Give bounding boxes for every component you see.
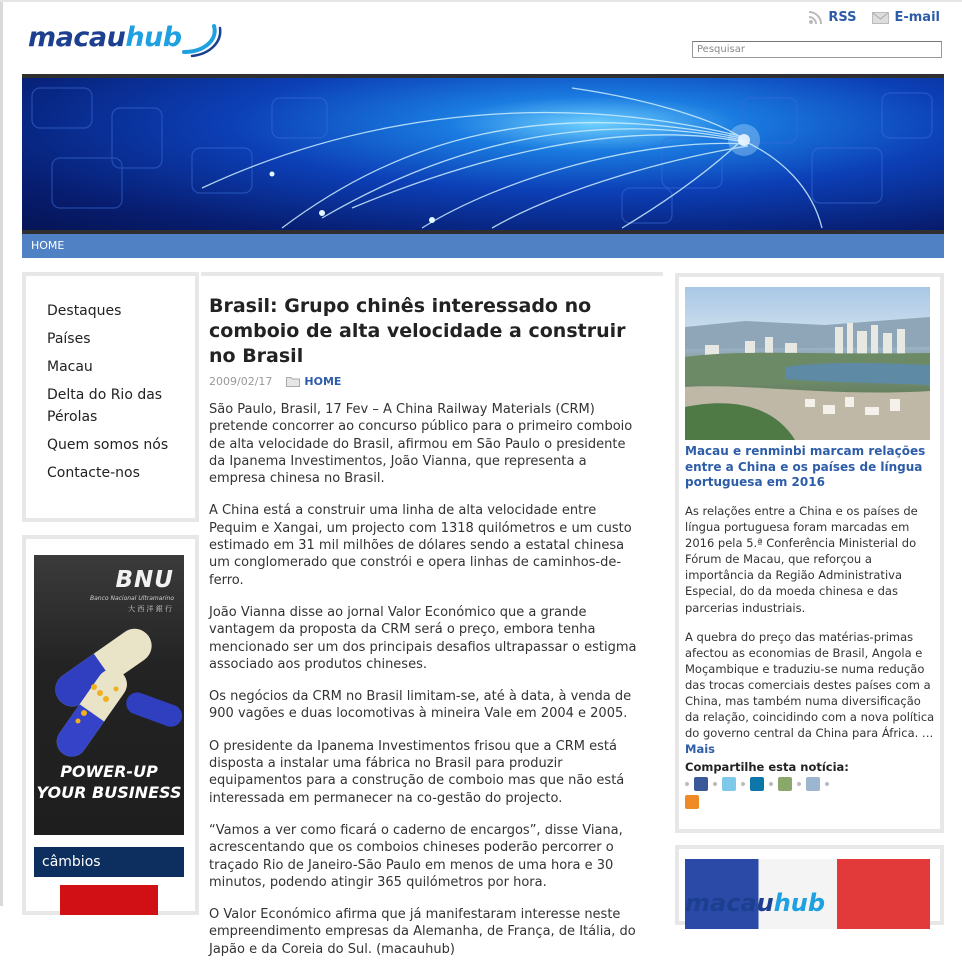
cambios-widget[interactable] (60, 885, 158, 915)
sidebar-menu (22, 272, 199, 522)
article-paragraph: A China está a construir uma linha de alta velocidade entre Pequim e Xangai, um projecto com 1318 quilómetros e um custo estimado em 31 mil milhões de dólares sendo a estatal chinesa um conglomerado que constrói e opera linhas de caminhos-de-ferro. (209, 503, 632, 588)
article-paragraph: João Vianna disse ao jornal Valor Económico que a grande vantagem da proposta da CRM será o preço, embora tenha mencionado ser um dos principais desafios ultrapassar o estigma associado aos produtos chineses. (209, 604, 637, 672)
sidebar-item-macau[interactable]: Macau (47, 359, 93, 375)
email-label: E-mail (894, 10, 940, 25)
email-share-icon[interactable] (806, 777, 820, 791)
separator-dot (685, 782, 689, 786)
promo-logo-hub: hub (773, 889, 826, 917)
separator-dot (713, 782, 717, 786)
article-date: 2009/02/17 (209, 375, 273, 388)
capsules-graphic (34, 617, 184, 757)
header-banner-world-map (22, 78, 944, 230)
bnu-slogan-line2: YOUR BUSINESS (36, 783, 182, 802)
macauhub-promo-panel (675, 845, 944, 925)
logo-text-macau: macau (28, 22, 126, 53)
facebook-share-icon[interactable] (694, 777, 708, 791)
bnu-advertisement[interactable] (34, 555, 184, 835)
network-lines-graphic (22, 78, 944, 230)
article-paragraph: São Paulo, Brasil, 17 Fev – A China Railway Materials (CRM) pretende concorrer ao concurso público para o primeiro comboio de alta velocidade do Brasil, afirmou em São Paulo o presidente da Ipanema Investimentos, João Vianna, que representa a empresa chinesa no Brasil. (209, 402, 633, 487)
rss-link[interactable] (808, 10, 856, 25)
sidebar-item-destaques[interactable]: Destaques (47, 303, 122, 319)
top-links (808, 10, 940, 25)
promo-logo-macau: macau (685, 889, 774, 917)
share-buttons-row2 (685, 794, 699, 813)
related-summary (685, 503, 935, 757)
separator-dot (825, 782, 829, 786)
share-title: Compartilhe esta notícia: (685, 760, 849, 774)
article-category-label: HOME (304, 375, 342, 388)
separator-dot (797, 782, 801, 786)
bnu-chinese-name: 大 西 洋 銀 行 (128, 605, 172, 613)
article-title: Brasil: Grupo chinês interessado no comboio de alta velocidade a construir no Brasil (209, 295, 626, 367)
related-paragraph (685, 629, 935, 758)
email-link[interactable] (872, 10, 940, 25)
separator-dot (741, 782, 745, 786)
twitter-share-icon[interactable] (722, 777, 736, 791)
bnu-title: BNU (115, 567, 174, 593)
bnu-slogan (34, 761, 184, 803)
share-buttons (685, 777, 829, 791)
linkedin-share-icon[interactable] (750, 777, 764, 791)
window-frame-left (0, 0, 3, 906)
logo-text-hub: hub (125, 22, 182, 53)
folder-icon (286, 376, 300, 387)
separator-dot (769, 782, 773, 786)
rss-share-icon[interactable] (685, 795, 699, 809)
macauhub-logo[interactable] (28, 14, 208, 62)
main-nav-bar (22, 234, 944, 258)
article-meta (209, 375, 341, 388)
rss-icon (808, 10, 823, 25)
related-paragraph: As relações entre a China e os países de língua portuguesa foram marcadas em 2016 pela 5.ª Conferência Ministerial do Fórum de Macau, que reforçou a importância da Região Administrativa Especial, do da moeda chinesa e das parcerias industriais. (685, 504, 918, 615)
rss-label: RSS (828, 10, 857, 25)
nav-home-link[interactable]: HOME (31, 239, 65, 252)
window-frame-top (0, 0, 962, 2)
search-input[interactable] (692, 41, 942, 58)
sidebar-item-contacte-nos[interactable]: Contacte-nos (47, 465, 140, 481)
article-paragraph: Os negócios da CRM no Brasil limitam-se, até à data, à venda de 900 vagões e duas locomotivas à mineira Vale em 2004 e 2005. (209, 689, 632, 722)
related-paragraph-text: A quebra do preço das matérias-primas afectou as economias de Brasil, Angola e Moçambique e traduziu-se numa redução das trocas comerciais destes países com a China, mas também numa diversificação da relação, coincidindo com a nova política do governo central da China para África. … (685, 629, 935, 741)
article-top-border (201, 272, 663, 276)
article-paragraph: “Vamos a ver como ficará o caderno de encargos”, disse Viana, acrescentando que os comboios chineses poderão percorrer o traçado Rio de Janeiro-São Paulo em menos de uma hora e 30 minutos, podendo atingir 365 quilómetros por hora. (209, 822, 623, 890)
article-body (209, 401, 645, 973)
logo-swoosh-icon (178, 18, 224, 60)
email-icon (872, 11, 889, 25)
sidebar-ad-panel (22, 535, 199, 915)
city-skyline-graphic (685, 287, 930, 440)
promo-logo (685, 889, 825, 917)
macau-city-photo[interactable] (685, 287, 930, 440)
bnu-full-name: Banco Nacional Ultramarino (89, 595, 174, 602)
related-headline-link[interactable]: Macau e renminbi marcam relações entre a China e os países de língua portuguesa em 2016 (685, 444, 926, 490)
article-paragraph: O Valor Económico afirma que já manifestaram interesse neste empreendimento empresas da Alemanha, de França, de Itália, do Japão e da Coreia do Sul. (macauhub) (209, 907, 636, 957)
sidebar-item-delta-rio-perolas[interactable]: Delta do Rio das Pérolas (47, 387, 163, 425)
related-news-panel (675, 273, 944, 833)
print-icon[interactable] (778, 777, 792, 791)
sidebar-item-quem-somos-nos[interactable]: Quem somos nós (47, 437, 169, 453)
bnu-slogan-line1: POWER-UP (60, 762, 158, 781)
cambios-header[interactable]: câmbios (34, 847, 184, 877)
article-paragraph: O presidente da Ipanema Investimentos frisou que a CRM está disposta a instalar uma fábrica no Brasil para produzir equipamentos para a construção de comboio mas que não está interessada em permanecer na co-gestão do projecto. (209, 738, 625, 806)
read-more-link[interactable]: Mais (685, 742, 715, 757)
sidebar-item-paises[interactable]: Países (47, 331, 91, 347)
article-category-link[interactable] (286, 375, 341, 388)
macauhub-france-promo[interactable] (685, 859, 930, 929)
